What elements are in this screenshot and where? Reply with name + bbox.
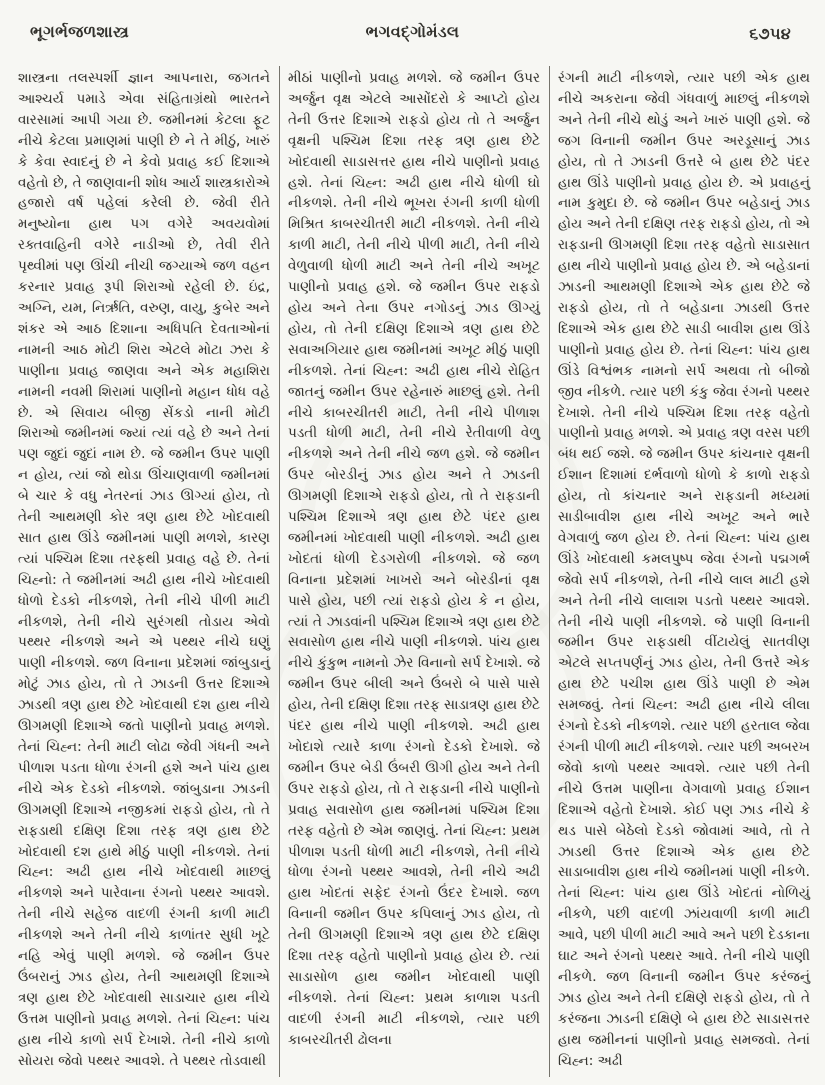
- text-column-2: મીઠાં પાણીનો પ્રવાહ મળશે. જે જમીન ઉપર અર્જુન વૃક્ષ એટલે આસોંદરો કે આપ્ટો હોય તેની ઉત્તર દિશાએ રાફડો હોય તો તે અર્જુન વૃક્ષની પશ્ચિમ દિશા તરફ ત્રણ હાથ છેટે ખોદવાથી સાડાસત્તર હાથ નીચે પાણીનો પ્રવાહ હશે. તેનાં ચિહ્ન: અઢી હાથ નીચે ધોળી ઘો નીકળશે. તેની નીચે ભૂખરા રંગની કાળી ધોળી મિશ્રિત કાબરચીતરી માટી નીકળશે. તેની નીચે કાળી માટી, તેની નીચે પીળી માટી, તેની નીચે વેળુવાળી ધોળી માટી અને તેની નીચે અખૂટ પાણીનો પ્રવાહ હશે. જે જમીન ઉપર રાફડો હોય અને તેના ઉપર નગોડનું ઝાડ ઊગ્યું હોય, તો તેની દક્ષિણ દિશાએ ત્રણ હાથ છેટે સવાઅગિયાર હાથ જમીનમાં અખૂટ મીઠું પાણી નીકળશે. તેનાં ચિહ્ન: અઢી હાથ નીચે રોહિત જાતનું જમીન ઉપર રહેનારું માછલું હશે. તેની નીચે કાબરચીતરી માટી, તેની નીચે પીળાશ પડતી ધોળી માટી, તેની નીચે રેતીવાળી વેળુ નીકળશે અને તેની નીચે જળ હશે. જે જમીન ઉપર બોરડીનું ઝાડ હોય અને તે ઝાડની ઊગમણી દિશાએ રાફડો હોય, તો તે રાફડાની પશ્ચિમ દિશાએ ત્રણ હાથ છેટે પંદર હાથ જમીનમાં ખોદવાથી પાણી નીકળશે. અઢી હાથ ખોદતાં ધોળી દેડગરોળી નીકળશે. જે જળ વિનાના પ્રદેશમાં ખાખરો અને બોરડીનાં વૃક્ષ પાસે હોય, પછી ત્યાં રાફડો હોય કે ન હોય, ત્યાં તે ઝાડવાંની પશ્ચિમ દિશાએ ત્રણ હાથ છેટે સવાસોળ હાથ નીચે પાણી નીકળશે. પાંચ હાથ નીચે કુંકુભ નામનો ઝેર વિનાનો સર્પ દેખાશે. જે જમીન ઉપર બીલી અને ઉંબરો બે પાસે પાસે હોય, તેની દક્ષિણ દિશા તરફ સાડાત્રણ હાથ છેટે પંદર હાથ નીચે પાણી નીકળશે. અઢી હાથ ખોદાશે ત્યારે કાળા રંગનો દેડકો દેખાશે. જે જમીન ઉપર બેડી ઉંબરી ઊગી હોય અને તેની ઉપર રાફડો હોય, તો તે રાફડાની નીચે પાણીનો પ્રવાહ સવાસોળ હાથ જમીનમાં પશ્ચિમ દિશા તરફ વહેતો છે એમ જાણવું. તેનાં ચિહ્ન: પ્રથમ પીળાશ પડતી ધોળી માટી નીકળશે, તેની નીચે ધોળા રંગનો પથ્થર આવશે, તેની નીચે અઢી હાથ ખોદતાં સફેદ રંગનો ઉંદર દેખાશે. જળ વિનાની જમીન ઉપર કપિલાનું ઝાડ હોય, તો તેની ઊગમણી દિશાએ ત્રણ હાથ છેટે દક્ષિણ દિશા તરફ વહેતો પાણીનો પ્રવાહ હોય છે. ત્યાં સાડાસોળ હાથ જમીન ખોદવાથી પાણી નીકળશે. તેનાં ચિહ્ન: પ્રથમ કાળાશ પડતી વાદળી રંગની માટી નીકળશે, ત્યાર પછી કાબરચીતરી ઢોલના: [288, 70, 540, 1048]
- page-number: ૬૭૫૪: [749, 24, 791, 43]
- running-head-entry-title: ભૂગર્ભજળશાસ્ત્ર: [30, 22, 130, 41]
- text-column-1: શાસ્ત્રના તલસ્પર્શી જ્ઞાન આપનારા, જગતને આશ્ચર્ય પમાડે એવા સંહિતાગ્રંથો ભારતને વારસામાં આપી ગયા છે. જમીનમાં કેટલા ફૂટ નીચે કેટલા પ્રમાણમાં પાણી છે ને તે મીઠું, ખારું કે કેવા સ્વાદનું છે ને કેવો પ્રવાહ કઈ દિશાએ વહેતો છે, તે જાણવાની શોધ આર્ય શાસ્ત્રકારોએ હજારો વર્ષ પહેલાં કરેલી છે. જેવી રીતે મનુષ્યોના હાથ પગ વગેરે અવયવોમાં રક્તવાહિની વગેરે નાડીઓ છે, તેવી રીતે પૃથ્વીમાં પણ ઊંચી નીચી જગ્યાએ જળ વહન કરનાર પ્રવાહ રૂપી શિરાઓ રહેલી છે. ઇંદ્ર, અગ્નિ, યમ, નિર્ઋતિ, વરુણ, વાયુ, કુબેર અને શંકર એ આઠ દિશાના અધિપતિ દેવતાઓનાં નામની આઠ મોટી શિરા એટલે મોટા ઝરા કે પાણીના પ્રવાહ જાણવા અને એક મહાશિરા નામની નવમી શિરામાં પાણીનો મહાન ધોધ વહે છે. એ સિવાય બીજી સેંકડો નાની મોટી શિરાઓ જમીનમાં જ્યાં ત્યાં વહે છે અને તેનાં પણ જુદાં જુદાં નામ છે. જે જમીન ઉપર પાણી ન હોય, ત્યાં જો થોડા ઊંચાણવાળી જમીનમાં બે ચાર કે વધુ નેતરનાં ઝાડ ઊગ્યાં હોય, તો તેની આથમણી કોર ત્રણ હાથ છેટે ખોદવાથી સાત હાથ ઊંડે જમીનમાં પાણી મળશે, કારણ ત્યાં પશ્ચિમ દિશા તરફથી પ્રવાહ વહે છે. તેનાં ચિહ્નો: તે જમીનમાં અઢી હાથ નીચે ખોદવાથી ધોળો દેડકો નીકળશે, તેની નીચે પીળી માટી નીકળશે, તેની નીચે સુરંગથી તોડાય એવો પથ્થર નીકળશે અને એ પથ્થર નીચે ઘણું પાણી નીકળશે. જળ વિનાના પ્રદેશમાં જાંબુડાનું મોટું ઝાડ હોય, તો તે ઝાડની ઉત્તર દિશાએ ઝાડથી ત્રણ હાથ છેટે ખોદવાથી દશ હાથ નીચે ઊગમણી દિશાએ જતો પાણીનો પ્રવાહ મળશે. તેનાં ચિહ્ન: તેની માટી લોઢા જેવી ગંધની અને પીળાશ પડતા ધોળા રંગની હશે અને પાંચ હાથ નીચે એક દેડકો નીકળશે. જાંબુડાના ઝાડની ઊગમણી દિશાએ નજીકમાં રાફડો હોય, તો તે રાફડાથી દક્ષિણ દિશા તરફ ત્રણ હાથ છેટે ખોદવાથી દશ હાથે મીઠું પાણી નીકળશે. તેનાં ચિહ્ન: અઢી હાથ નીચે ખોદવાથી માછલું નીકળશે અને પારેવાના રંગનો પથ્થર આવશે. તેની નીચે સહેજ વાદળી રંગની કાળી માટી નીકળશે અને તેની નીચે કાળાંતર સુધી ખૂટે નહિ એવું પાણી મળશે. જે જમીન ઉપર ઉંબરાનું ઝાડ હોય, તેની આથમણી દિશાએ ત્રણ હાથ છેટે ખોદવાથી સાડાચાર હાથ નીચે ઉત્તમ પાણીનો પ્રવાહ મળશે. તેનાં ચિહ્ન: પાંચ હાથ નીચે કાળો સર્પ દેખાશે. તેની નીચે કાળો સોયરા જેવો પથ્થર આવશે. તે પથ્થર તોડવાથી: [18, 70, 270, 1069]
- page-header: [30, 22, 795, 48]
- book-title: ભગવદ્ગોમંડલ: [365, 22, 460, 41]
- text-column-3: રંગની માટી નીકળશે, ત્યાર પછી એક હાથ નીચે અકરાના જેવી ગંધવાળું માછલું નીકળશે અને તેની નીચે થોડું અને ખારું પાણી હશે. જે જગ વિનાની જમીન ઉપર અરડૂસાનું ઝાડ હોય, તો તે ઝાડની ઉત્તરે બે હાથ છેટે પંદર હાથ ઊંડે પાણીનો પ્રવાહ હોય છે. એ પ્રવાહનું નામ કુમુદા છે. જે જમીન ઉપર બહેડાનું ઝાડ હોય અને તેની દક્ષિણ તરફ રાફડો હોય, તો એ રાફડાની ઊગમણી દિશા તરફ વહેતો સાડાસાત હાથ નીચે પાણીનો પ્રવાહ હોય છે. એ બહેડાનાં ઝાડની આથમણી દિશાએ એક હાથ છેટે જે રાફડો હોય, તો તે બહેડાના ઝાડથી ઉત્તર દિશાએ એક હાથ છેટે સાડી બાવીશ હાથ ઊંડે પાણીનો પ્રવાહ હોય છે. તેનાં ચિહ્ન: પાંચ હાથ ઊંડે વિશ્વંભક નામનો સર્પ અથવા તો બીજો જીવ નીકળે. ત્યાર પછી કંકુ જેવા રંગનો પથ્થર દેખાશે. તેની નીચે પશ્ચિમ દિશા તરફ વહેતો પાણીનો પ્રવાહ મળશે. એ પ્રવાહ ત્રણ વરસ પછી બંધ થઈ જશે. જે જમીન ઉપર કાંચનાર વૃક્ષની ઈશાન દિશામાં દર્ભવાળો ધોળો કે કાળો રાફડો હોય, તો કાંચનાર અને રાફડાની મધ્યમાં સાડીબાવીશ હાથ નીચે અખૂટ અને ભારે વેગવાળું જળ હોય છે. તેનાં ચિહ્ન: પાંચ હાથ ઊંડે ખોદવાથી કમલપુષ્પ જેવા રંગનો પદ્મગર્ભ જેવો સર્પ નીકળશે, તેની નીચે લાલ માટી હશે અને તેની નીચે લાલાશ પડતો પથ્થર આવશે. તેની નીચે પાણી નીકળશે. જે પાણી વિનાની જમીન ઉપર રાફડાથી વીંટાયેલું સાતવીણ એટલે સપ્તપર્ણનું ઝાડ હોય, તેની ઉત્તરે એક હાથ છેટે પચીશ હાથ ઊંડે પાણી છે એમ સમજવું. તેનાં ચિહ્ન: અઢી હાથ નીચે લીલા રંગનો દેડકો નીકળશે. ત્યાર પછી હરતાલ જેવા રંગની પીળી માટી નીકળશે. ત્યાર પછી અબરખ જેવો કાળો પથ્થર આવશે. ત્યાર પછી તેની નીચે ઉત્તમ પાણીના વેગવાળો પ્રવાહ ઈશાન દિશાએ વહેતો દેખાશે. કોઈ પણ ઝાડ નીચે કે થડ પાસે બેઠેલો દેડકો જોવામાં આવે, તો તે ઝાડથી ઉત્તર દિશાએ એક હાથ છેટે સાડાબાવીશ હાથ નીચે જમીનમાં પાણી નીકળે. તેનાં ચિહ્ન: પાંચ હાથ ઊંડે ખોદતાં નોળિયું નીકળે, પછી વાદળી ઝાંયવાળી કાળી માટી આવે, પછી પીળી માટી આવે અને પછી દેડકાના ઘાટ અને રંગનો પથ્થર આવે. તેની નીચે પાણી નીકળે. જળ વિનાની જમીન ઉપર કરંજનું ઝાડ હોય અને તેની દક્ષિણે રાફડો હોય, તો તે કરંજના ઝાડની દક્ષિણે બે હાથ છેટે સાડાસત્તર હાથ જમીનનાં પાણીનો પ્રવાહ સમજવો. તેનાં ચિહ્ન: અઢી: [558, 70, 810, 1069]
- text-columns: [10, 64, 819, 1077]
